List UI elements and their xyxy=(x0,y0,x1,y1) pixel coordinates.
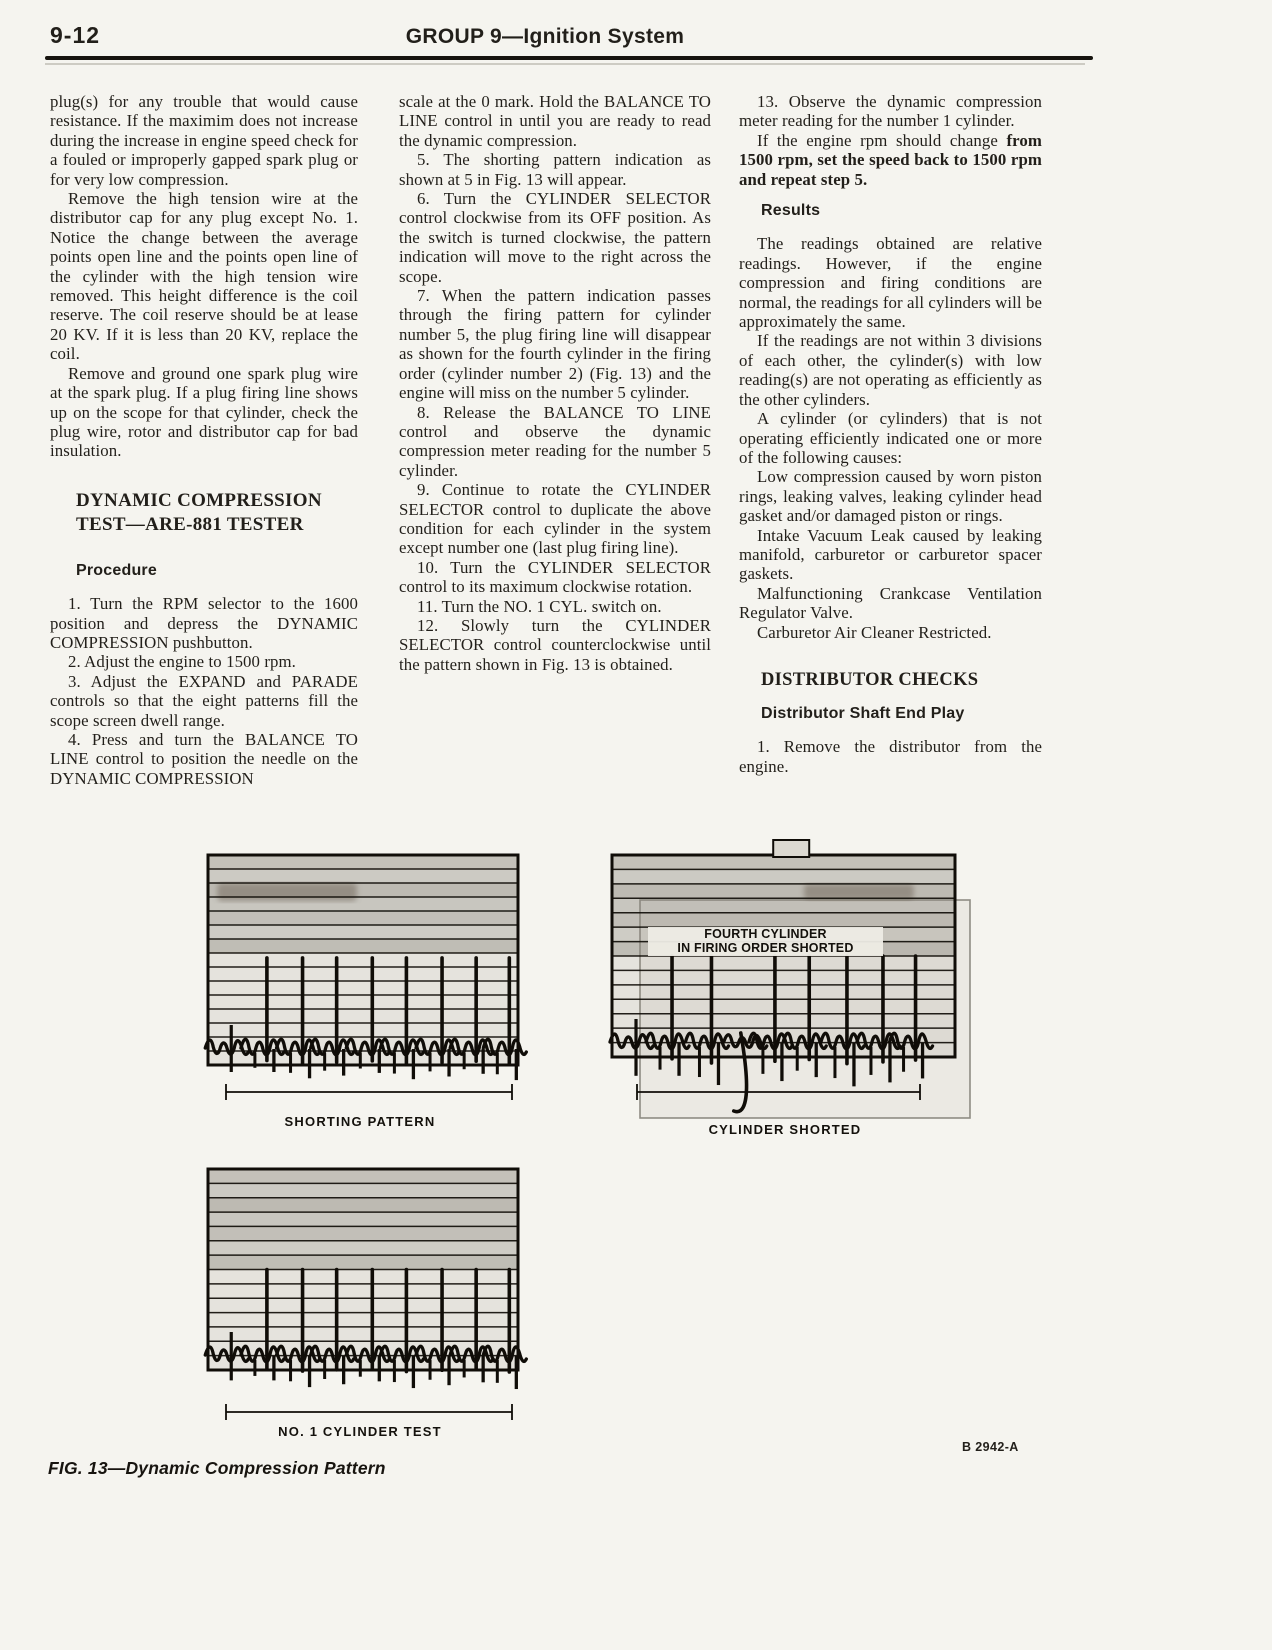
shaft-end-play-heading: Distributor Shaft End Play xyxy=(761,704,965,722)
column-2 xyxy=(399,92,711,674)
step: 9. Continue to rotate the CYLINDER SELECTOR control to duplicate the above condition for each cylinder in the system except number one (last plug firing line). xyxy=(399,480,711,558)
header-rule-echo xyxy=(45,63,1085,65)
cylinder-shorted-oscilloscope-figure xyxy=(595,800,990,1135)
step: 1. Turn the RPM selector to the 1600 position and depress the DYNAMIC COMPRESSION pushbutton. xyxy=(50,594,358,652)
rpm-note-normal: If the engine rpm should change xyxy=(757,130,1007,150)
step: 4. Press and turn the BALANCE TO LINE control to position the needle on the DYNAMIC COMPRESSION xyxy=(50,729,358,788)
step: 11. Turn the NO. 1 CYL. switch on. xyxy=(417,596,662,616)
fourth-cylinder-shorted-label xyxy=(648,927,883,956)
results-heading: Results xyxy=(761,202,821,220)
page-number: 9-12 xyxy=(50,22,101,48)
paragraph: Malfunctioning Crankcase Ventilation Regulator Valve. xyxy=(739,583,1042,623)
label-line-2: IN FIRING ORDER SHORTED xyxy=(677,940,854,955)
step: 8. Release the BALANCE TO LINE control and observe the dynamic compression meter reading for the number 5 cylinder. xyxy=(399,402,711,480)
no1-cylinder-test-caption: NO. 1 CYLINDER TEST xyxy=(278,1424,442,1439)
label-line-1: FOURTH CYLINDER xyxy=(704,927,827,941)
section-heading: DYNAMIC COMPRESSION TEST—ARE-881 TESTER xyxy=(76,489,322,535)
paragraph: If the readings are not within 3 divisions of each other, the cylinder(s) with low reading(s) are not operating as efficiently as the other cylinders. xyxy=(739,331,1042,409)
shorting-pattern-oscilloscope-figure xyxy=(190,845,535,1110)
figure-reference-code: B 2942-A xyxy=(962,1440,1019,1454)
paragraph: Intake Vacuum Leak caused by leaking manifold, carburetor or carburetor spacer gaskets. xyxy=(739,525,1042,584)
paragraph: Remove and ground one spark plug wire at the spark plug. If a plug firing line shows up on the scope for that cylinder, check the plug wire, rotor and distributor cap for bad insulation. xyxy=(50,363,358,461)
header-rule xyxy=(45,56,1093,60)
column-3 xyxy=(739,92,1042,776)
subsection-heading: Procedure xyxy=(76,561,157,579)
page-title: GROUP 9—Ignition System xyxy=(405,25,685,48)
paragraph: Low compression caused by worn piston rings, leaking valves, leaking cylinder head gasket and/or damaged piston or rings. xyxy=(739,467,1042,526)
rpm-note-bold: from 1500 rpm, set the speed back to 1500 rpm and repeat step 5. xyxy=(739,130,1042,189)
step: 12. Slowly turn the CYLINDER SELECTOR control counterclockwise until the pattern shown in Fig. 13 is obtained. xyxy=(399,615,711,674)
paragraph: Remove the high tension wire at the distributor cap for any plug except No. 1. Notice the change between the average points open line and the points open line of the cylinder with the high tension wire removed. This height difference is the coil reserve. The coil reserve should be at lease 20 KV. If it is less than 20 KV, replace the coil. xyxy=(50,189,358,364)
distributor-checks-heading: DISTRIBUTOR CHECKS xyxy=(761,669,979,690)
paragraph: Carburetor Air Cleaner Restricted. xyxy=(757,622,992,642)
figure-13-title: FIG. 13—Dynamic Compression Pattern xyxy=(48,1458,386,1478)
paragraph: The readings obtained are relative readings. However, if the engine compression and firing conditions are normal, the readings for all cylinders will be approximately the same. xyxy=(739,234,1042,332)
no1-cylinder-test-oscilloscope-figure xyxy=(190,1160,535,1425)
column-1 xyxy=(50,92,358,788)
step: 2. Adjust the engine to 1500 rpm. xyxy=(68,652,296,672)
paragraph xyxy=(739,131,1042,189)
paragraph: A cylinder (or cylinders) that is not operating efficiently indicated one or more of the following causes: xyxy=(739,409,1042,467)
paragraph: plug(s) for any trouble that would cause resistance. If the maximim does not increase during the increase in engine speed check for a fouled or improperly gapped spark plug or for very low compression. xyxy=(50,92,358,189)
cylinder-shorted-caption: CYLINDER SHORTED xyxy=(708,1122,862,1137)
paragraph: scale at the 0 mark. Hold the BALANCE TO LINE control in until you are ready to read the dynamic compression. xyxy=(399,92,711,150)
step: 5. The shorting pattern indication as shown at 5 in Fig. 13 will appear. xyxy=(399,150,711,189)
shorting-pattern-caption: SHORTING PATTERN xyxy=(284,1114,436,1129)
step: 13. Observe the dynamic compression meter reading for the number 1 cylinder. xyxy=(739,92,1042,131)
step: 10. Turn the CYLINDER SELECTOR control to its maximum clockwise rotation. xyxy=(399,557,711,597)
step: 6. Turn the CYLINDER SELECTOR control clockwise from its OFF position. As the switch is turned clockwise, the pattern indication will move to the right across the scope. xyxy=(399,189,711,286)
step: 1. Remove the distributor from the engine. xyxy=(739,737,1042,776)
step: 7. When the pattern indication passes through the firing pattern for cylinder number 5, the plug firing line will disappear as shown for the fourth cylinder in the firing order (cylinder number 2) (Fig. 13) and the engine will miss on the number 5 cylinder. xyxy=(399,286,711,403)
step: 3. Adjust the EXPAND and PARADE controls so that the eight patterns fill the scope screen dwell range. xyxy=(50,671,358,730)
